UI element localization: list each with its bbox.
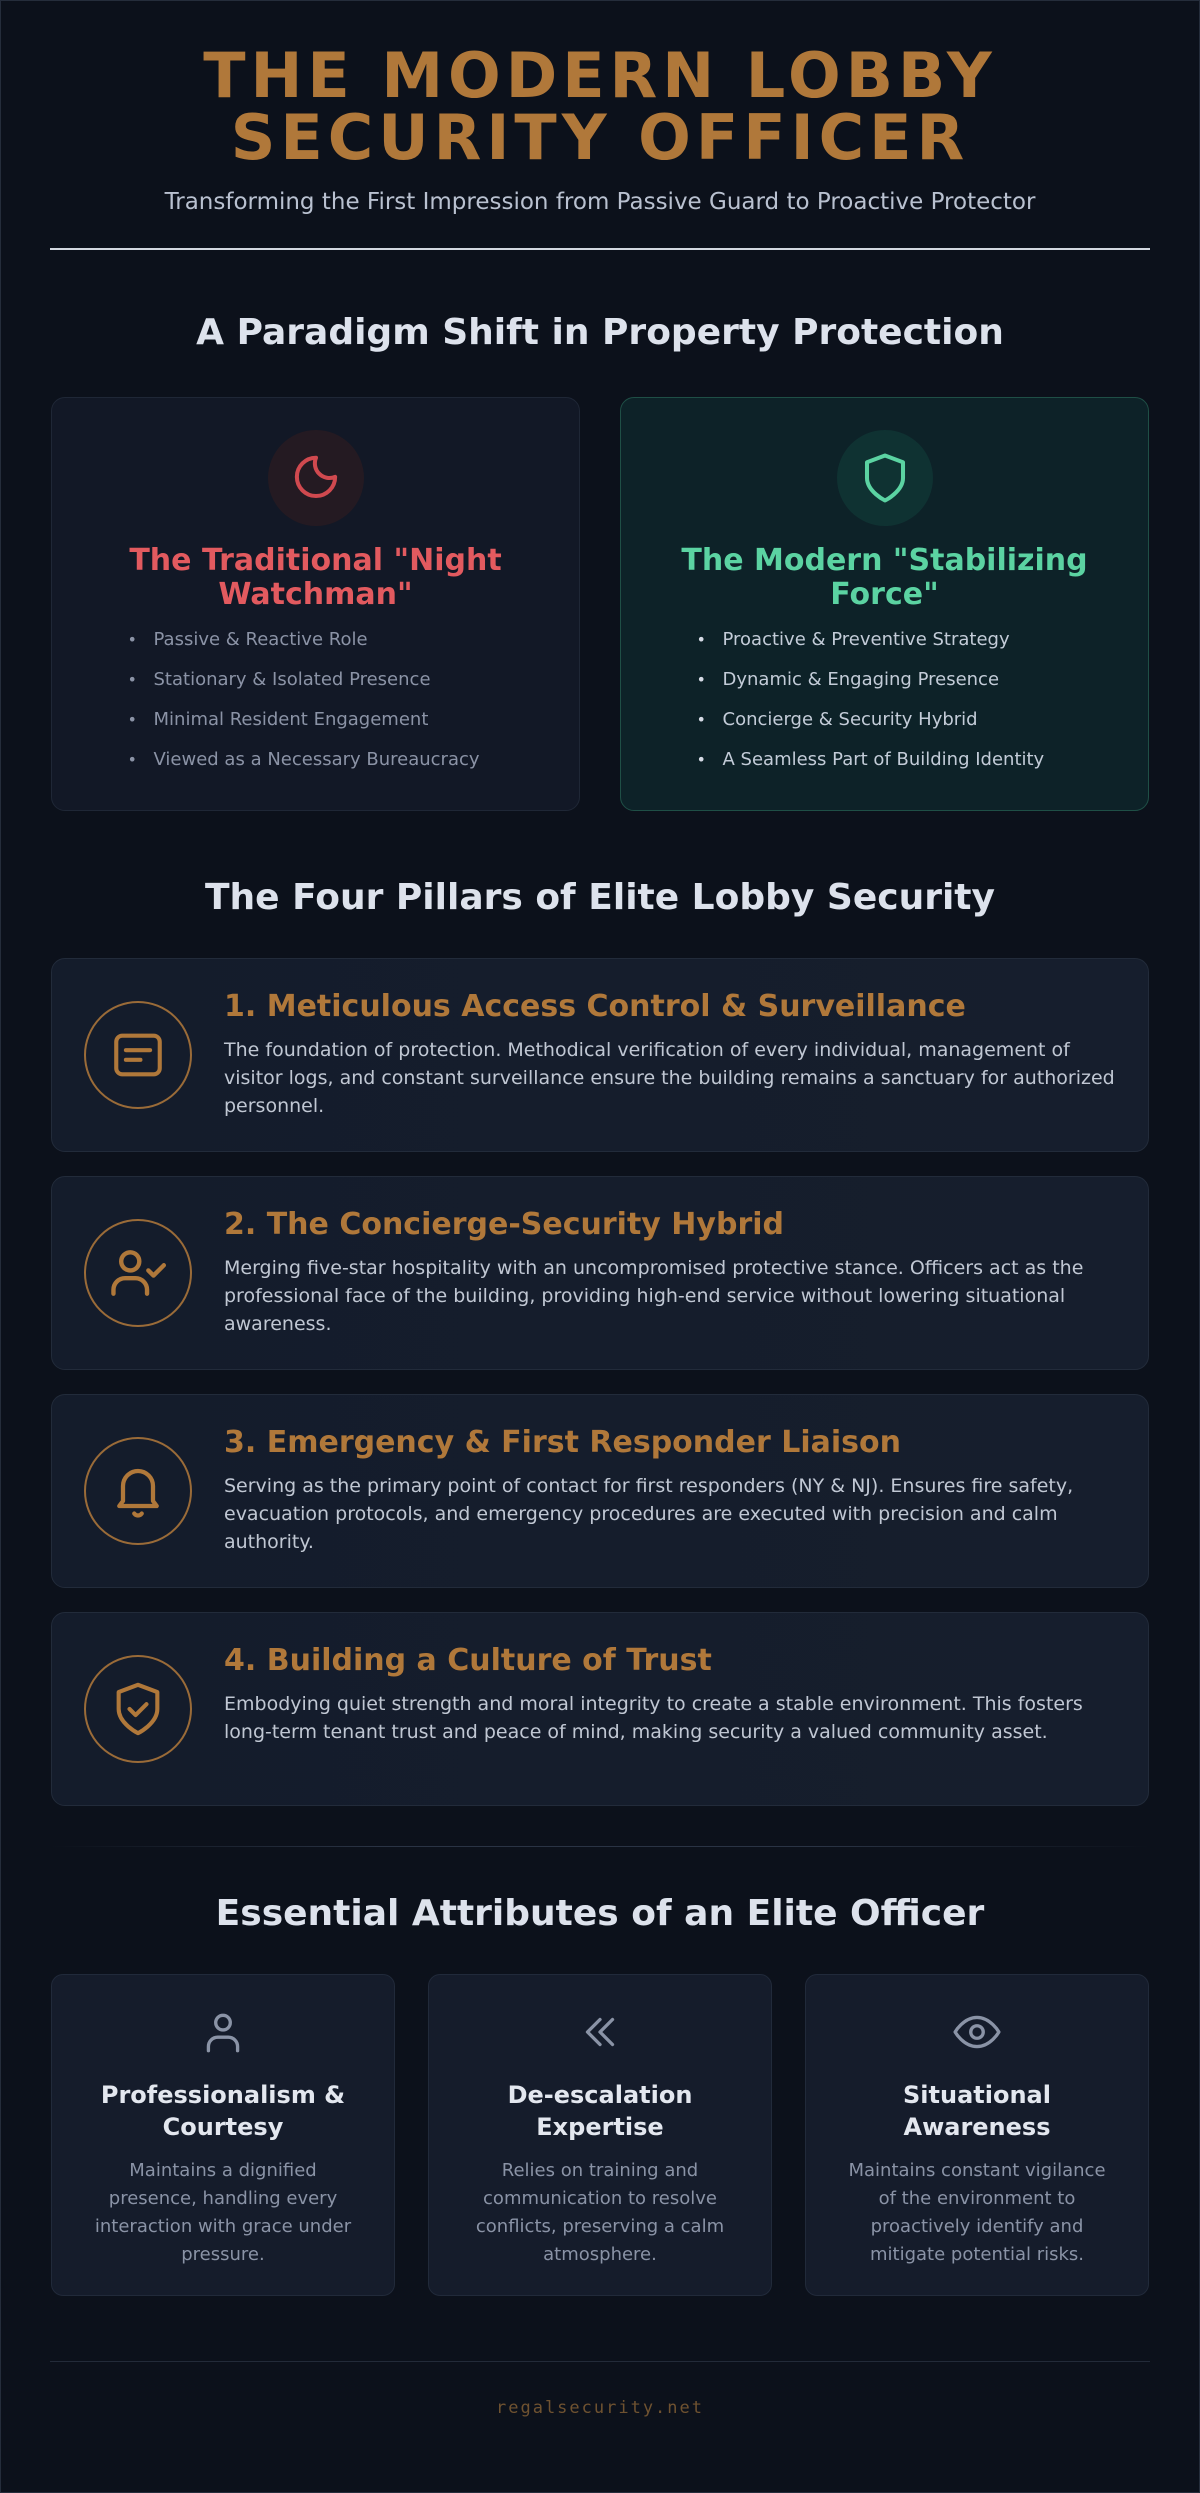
pillar-text: The foundation of protection. Methodical verification of every individual, management of visitor logs, and constant surveillance ensure the building remains a sanctuary for authorized personnel. (224, 1039, 1115, 1117)
page-subtitle: Transforming the First Impression from Passive Guard to Proactive Protector (164, 189, 1036, 215)
attribute-text: Relies on training and communication to resolve conflicts, preserving a calm atmosphere. (475, 2160, 725, 2265)
attribute-title: Professionalism & Courtesy (100, 2081, 346, 2141)
list-item: • Passive & Reactive Role (126, 630, 506, 650)
id-card-icon (84, 1001, 192, 1109)
eye-icon (806, 2007, 1148, 2061)
attribute-text: Maintains constant vigilance of the environment to proactively identify and mitigate potential risks. (848, 2160, 1106, 2265)
person-icon (52, 2007, 394, 2061)
list-item: • Minimal Resident Engagement (126, 710, 506, 730)
list-item: • Dynamic & Engaging Presence (695, 670, 1075, 690)
list-item: • Proactive & Preventive Strategy (695, 630, 1075, 650)
pillar-card (51, 1612, 1149, 1806)
footer-divider (50, 2361, 1150, 2362)
moon-icon (268, 430, 364, 526)
header (1, 1, 1199, 250)
comparison (1, 397, 1199, 811)
shield-check-icon (84, 1655, 192, 1763)
modern-list (695, 630, 1075, 770)
pillar-text: Embodying quiet strength and moral integrity to create a stable environment. This fosters long-term tenant trust and peace of mind, making security a valued community asset. (224, 1693, 1083, 1743)
pillar-card (51, 1176, 1149, 1370)
attribute-card (51, 1974, 395, 2296)
modern-title: The Modern "Stabilizing Force" (681, 543, 1088, 612)
pillar-body (224, 1425, 1116, 1556)
attributes-heading: Essential Attributes of an Elite Officer (215, 1893, 985, 1934)
attribute-card (428, 1974, 772, 2296)
paradigm-heading: A Paradigm Shift in Property Protection (196, 312, 1004, 353)
traditional-list (126, 630, 506, 770)
pillar-title: 1. Meticulous Access Control & Surveillance (224, 989, 966, 1024)
pillar-card (51, 958, 1149, 1152)
header-divider (50, 248, 1150, 250)
attribute-title: Situational Awareness (903, 2081, 1051, 2141)
pillar-text: Serving as the primary point of contact for first responders (NY & NJ). Ensures fire safety, evacuation protocols, and emergency procedures are executed with precision and calm authority. (224, 1475, 1074, 1553)
list-item: • Stationary & Isolated Presence (126, 670, 506, 690)
pillars-list (1, 958, 1199, 1806)
pillar-title: 4. Building a Culture of Trust (224, 1643, 712, 1678)
pillar-text: Merging five-star hospitality with an uncompromised protective stance. Officers act as the professional face of the building, providing high-end service without lowering situational awareness. (224, 1257, 1084, 1335)
pillar-title: 3. Emergency & First Responder Liaison (224, 1425, 901, 1460)
list-item: • A Seamless Part of Building Identity (695, 750, 1075, 770)
bell-icon (84, 1437, 192, 1545)
attribute-text: Maintains a dignified presence, handling every interaction with grace under pressure. (94, 2160, 352, 2265)
pillar-card (51, 1394, 1149, 1588)
attribute-card (805, 1974, 1149, 2296)
traditional-card (51, 397, 580, 811)
shield-icon (837, 430, 933, 526)
attribute-title: De-escalation Expertise (507, 2081, 693, 2141)
modern-card (620, 397, 1149, 811)
pillar-body (224, 1207, 1116, 1338)
pillar-title: 2. The Concierge-Security Hybrid (224, 1207, 784, 1242)
attributes-grid (1, 1974, 1199, 2296)
pillars-heading: The Four Pillars of Elite Lobby Security (205, 877, 995, 918)
pillar-body (224, 1643, 1116, 1746)
footer-url[interactable]: regalsecurity.net (496, 2398, 704, 2418)
chevrons-left-icon (429, 2007, 771, 2061)
section-divider (50, 1846, 1150, 1847)
traditional-title: The Traditional "Night Watchman" (129, 543, 502, 612)
list-item: • Concierge & Security Hybrid (695, 710, 1075, 730)
pillar-body (224, 989, 1116, 1120)
user-check-icon (84, 1219, 192, 1327)
list-item: • Viewed as a Necessary Bureaucracy (126, 750, 506, 770)
page-title: THE MODERN LOBBY SECURITY OFFICER (203, 39, 997, 174)
